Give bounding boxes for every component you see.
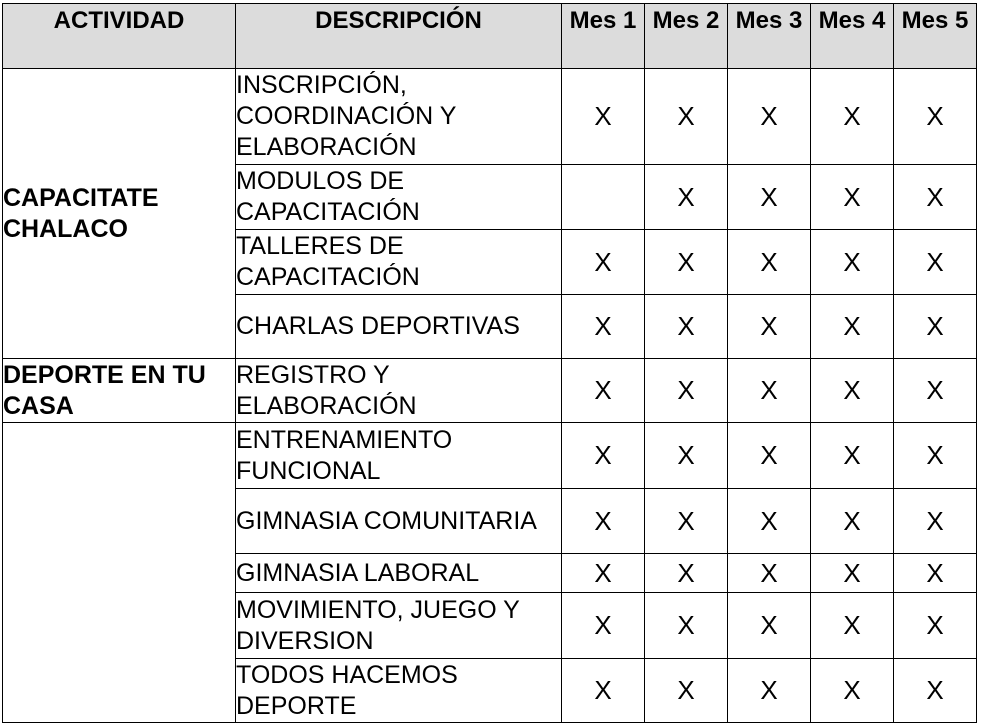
mark-cell: X xyxy=(894,489,977,554)
description-cell: GIMNASIA COMUNITARIA xyxy=(236,489,562,554)
mark-cell: X xyxy=(728,423,811,489)
mark-cell: X xyxy=(645,165,728,230)
mark-cell: X xyxy=(728,230,811,295)
mark-cell: X xyxy=(645,593,728,659)
mark-cell: X xyxy=(811,593,894,659)
mark-cell: X xyxy=(811,230,894,295)
mark-cell: X xyxy=(728,554,811,593)
header-month-1: Mes 1 xyxy=(562,4,645,69)
header-row xyxy=(3,4,977,69)
description-cell: INSCRIPCIÓN, COORDINACIÓN Y ELABORACIÓN xyxy=(236,69,562,165)
table-row xyxy=(3,359,977,423)
mark-cell: X xyxy=(811,359,894,423)
mark-cell: X xyxy=(728,69,811,165)
mark-cell: X xyxy=(811,659,894,723)
mark-cell: X xyxy=(728,295,811,359)
mark-cell: X xyxy=(728,165,811,230)
mark-cell: X xyxy=(645,423,728,489)
activity-cell: DEPORTE EN TU CASA xyxy=(3,359,236,423)
header-activity: ACTIVIDAD xyxy=(3,4,236,69)
mark-cell xyxy=(562,165,645,230)
mark-cell: X xyxy=(562,69,645,165)
mark-cell: X xyxy=(562,423,645,489)
mark-cell: X xyxy=(811,423,894,489)
description-cell: TALLERES DE CAPACITACIÓN xyxy=(236,230,562,295)
schedule-table xyxy=(2,3,977,723)
mark-cell: X xyxy=(811,165,894,230)
description-cell: GIMNASIA LABORAL xyxy=(236,554,562,593)
mark-cell: X xyxy=(728,593,811,659)
description-cell: MODULOS DE CAPACITACIÓN xyxy=(236,165,562,230)
mark-cell: X xyxy=(811,554,894,593)
header-month-5: Mes 5 xyxy=(894,4,977,69)
mark-cell: X xyxy=(811,489,894,554)
mark-cell: X xyxy=(728,659,811,723)
mark-cell: X xyxy=(562,359,645,423)
description-cell: MOVIMIENTO, JUEGO Y DIVERSION xyxy=(236,593,562,659)
mark-cell: X xyxy=(645,230,728,295)
mark-cell: X xyxy=(562,230,645,295)
mark-cell: X xyxy=(562,659,645,723)
mark-cell: X xyxy=(562,295,645,359)
mark-cell: X xyxy=(562,489,645,554)
mark-cell: X xyxy=(894,295,977,359)
mark-cell: X xyxy=(562,554,645,593)
mark-cell: X xyxy=(894,165,977,230)
mark-cell: X xyxy=(894,230,977,295)
mark-cell: X xyxy=(894,554,977,593)
mark-cell: X xyxy=(894,69,977,165)
description-cell: ENTRENAMIENTO FUNCIONAL xyxy=(236,423,562,489)
table-row xyxy=(3,423,977,489)
mark-cell: X xyxy=(728,359,811,423)
description-cell: REGISTRO Y ELABORACIÓN xyxy=(236,359,562,423)
mark-cell: X xyxy=(811,69,894,165)
mark-cell: X xyxy=(894,359,977,423)
mark-cell: X xyxy=(645,489,728,554)
mark-cell: X xyxy=(645,359,728,423)
header-month-3: Mes 3 xyxy=(728,4,811,69)
header-description: DESCRIPCIÓN xyxy=(236,4,562,69)
activity-cell: CAPACITATE CHALACO xyxy=(3,69,236,359)
mark-cell: X xyxy=(645,659,728,723)
mark-cell: X xyxy=(645,295,728,359)
mark-cell: X xyxy=(645,69,728,165)
mark-cell: X xyxy=(562,593,645,659)
mark-cell: X xyxy=(894,593,977,659)
table-row xyxy=(3,69,977,165)
mark-cell: X xyxy=(728,489,811,554)
header-month-4: Mes 4 xyxy=(811,4,894,69)
mark-cell: X xyxy=(894,659,977,723)
activity-cell xyxy=(3,423,236,723)
description-cell: CHARLAS DEPORTIVAS xyxy=(236,295,562,359)
header-month-2: Mes 2 xyxy=(645,4,728,69)
description-cell: TODOS HACEMOS DEPORTE xyxy=(236,659,562,723)
mark-cell: X xyxy=(894,423,977,489)
mark-cell: X xyxy=(811,295,894,359)
mark-cell: X xyxy=(645,554,728,593)
